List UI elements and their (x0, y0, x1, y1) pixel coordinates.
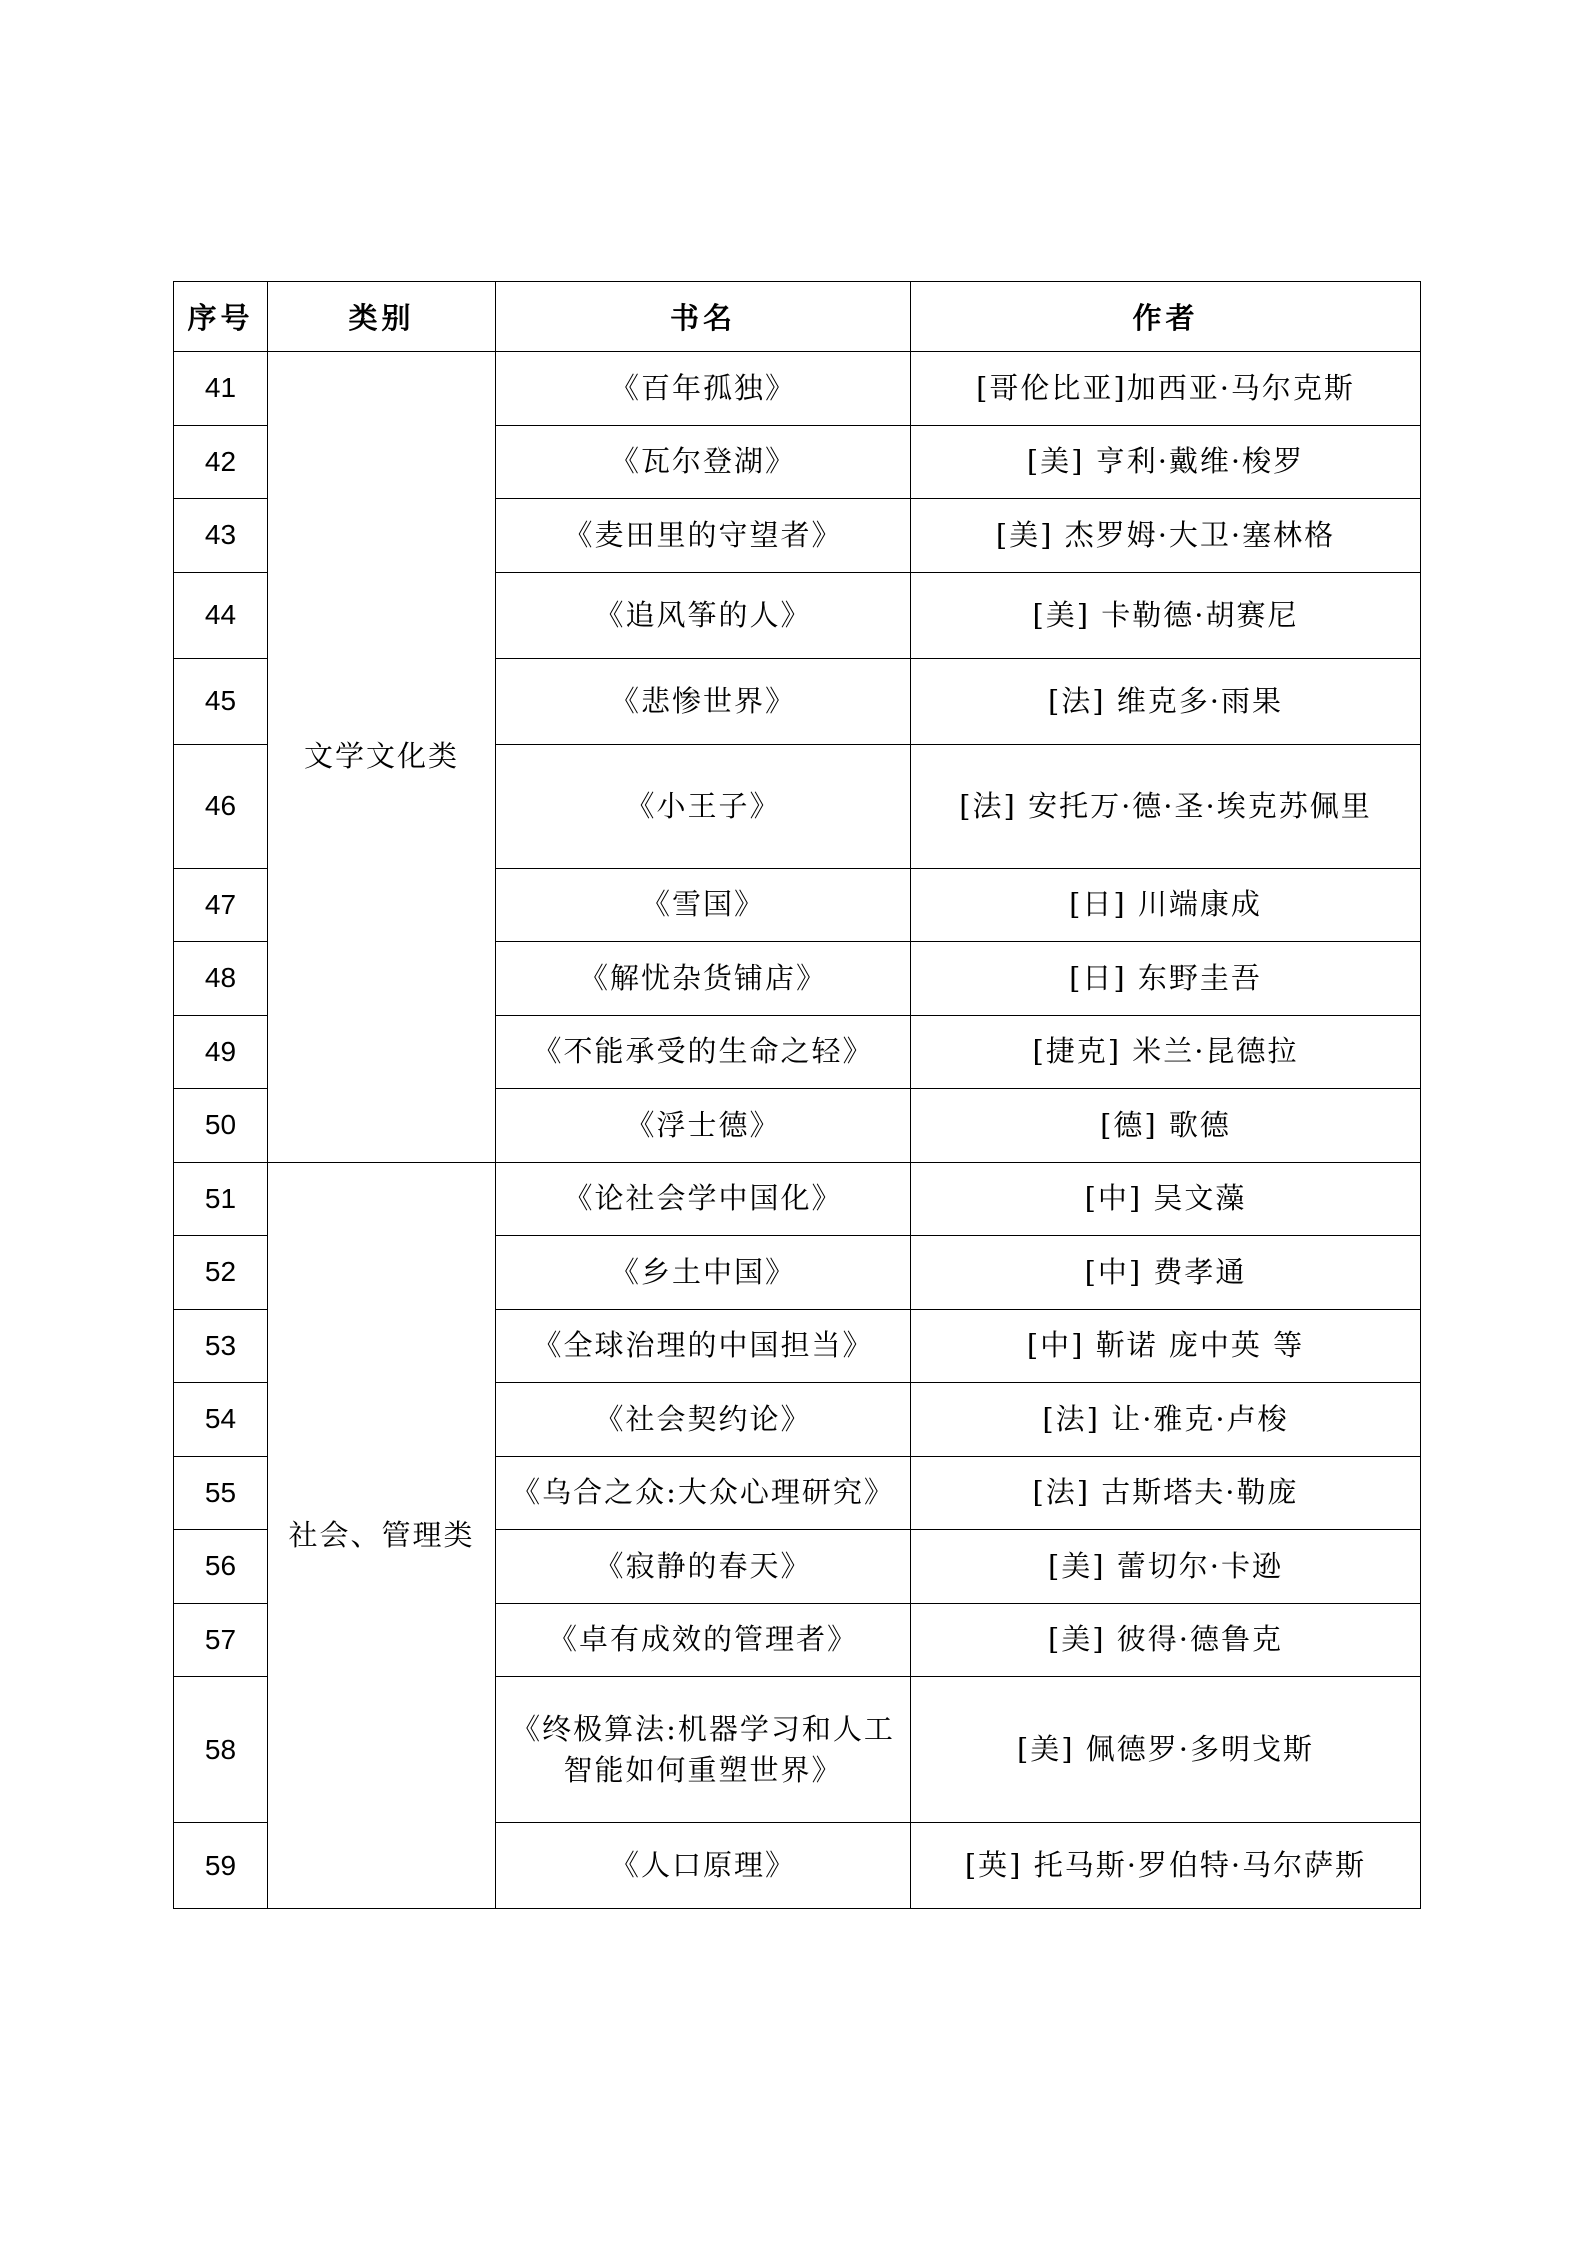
table-row (174, 352, 1421, 426)
row-num: 46 (174, 744, 268, 868)
header-category: 类别 (268, 282, 496, 352)
book-title: 《解忧杂货铺店》 (496, 942, 911, 1016)
book-author: [美] 亨利·戴维·梭罗 (911, 425, 1421, 499)
row-num: 44 (174, 572, 268, 658)
book-author: [美] 卡勒德·胡赛尼 (911, 572, 1421, 658)
header-title: 书名 (496, 282, 911, 352)
book-author: [日] 川端康成 (911, 868, 1421, 942)
book-author: [法] 维克多·雨果 (911, 658, 1421, 744)
book-title: 《追风筝的人》 (496, 572, 911, 658)
row-num: 41 (174, 352, 268, 426)
category-literature: 文学文化类 (268, 352, 496, 1163)
row-num: 43 (174, 499, 268, 573)
book-author: [法] 古斯塔夫·勒庞 (911, 1456, 1421, 1530)
book-author: [美] 佩德罗·多明戈斯 (911, 1677, 1421, 1823)
book-title: 《悲惨世界》 (496, 658, 911, 744)
book-author: [中] 靳诺 庞中英 等 (911, 1309, 1421, 1383)
book-title: 《乡土中国》 (496, 1236, 911, 1310)
book-author: [美] 蕾切尔·卡逊 (911, 1530, 1421, 1604)
book-title: 《寂静的春天》 (496, 1530, 911, 1604)
book-title: 《乌合之众:大众心理研究》 (496, 1456, 911, 1530)
book-title: 《终极算法:机器学习和人工智能如何重塑世界》 (496, 1677, 911, 1823)
book-title: 《人口原理》 (496, 1823, 911, 1909)
book-title: 《全球治理的中国担当》 (496, 1309, 911, 1383)
row-num: 47 (174, 868, 268, 942)
header-num: 序号 (174, 282, 268, 352)
book-title: 《不能承受的生命之轻》 (496, 1015, 911, 1089)
row-num: 56 (174, 1530, 268, 1604)
book-author: [中] 费孝通 (911, 1236, 1421, 1310)
book-title: 《社会契约论》 (496, 1383, 911, 1457)
header-author: 作者 (911, 282, 1421, 352)
row-num: 52 (174, 1236, 268, 1310)
book-author: [哥伦比亚]加西亚·马尔克斯 (911, 352, 1421, 426)
book-author: [美] 杰罗姆·大卫·塞林格 (911, 499, 1421, 573)
book-author: [德] 歌德 (911, 1089, 1421, 1163)
book-title: 《卓有成效的管理者》 (496, 1603, 911, 1677)
row-num: 58 (174, 1677, 268, 1823)
book-author: [法] 让·雅克·卢梭 (911, 1383, 1421, 1457)
category-social-management: 社会、管理类 (268, 1162, 496, 1909)
book-author: [英] 托马斯·罗伯特·马尔萨斯 (911, 1823, 1421, 1909)
row-num: 59 (174, 1823, 268, 1909)
row-num: 54 (174, 1383, 268, 1457)
book-author: [美] 彼得·德鲁克 (911, 1603, 1421, 1677)
book-author: [日] 东野圭吾 (911, 942, 1421, 1016)
book-author: [捷克] 米兰·昆德拉 (911, 1015, 1421, 1089)
header-row (174, 282, 1421, 352)
table-row (174, 1162, 1421, 1236)
row-num: 49 (174, 1015, 268, 1089)
row-num: 55 (174, 1456, 268, 1530)
book-title: 《论社会学中国化》 (496, 1162, 911, 1236)
row-num: 50 (174, 1089, 268, 1163)
book-list-table (173, 281, 1421, 1909)
row-num: 42 (174, 425, 268, 499)
book-author: [法] 安托万·德·圣·埃克苏佩里 (911, 744, 1421, 868)
row-num: 53 (174, 1309, 268, 1383)
book-title: 《麦田里的守望者》 (496, 499, 911, 573)
row-num: 51 (174, 1162, 268, 1236)
book-author: [中] 吴文藻 (911, 1162, 1421, 1236)
row-num: 57 (174, 1603, 268, 1677)
book-title: 《小王子》 (496, 744, 911, 868)
book-title: 《浮士德》 (496, 1089, 911, 1163)
book-title: 《百年孤独》 (496, 352, 911, 426)
row-num: 48 (174, 942, 268, 1016)
book-title: 《瓦尔登湖》 (496, 425, 911, 499)
book-title: 《雪国》 (496, 868, 911, 942)
row-num: 45 (174, 658, 268, 744)
